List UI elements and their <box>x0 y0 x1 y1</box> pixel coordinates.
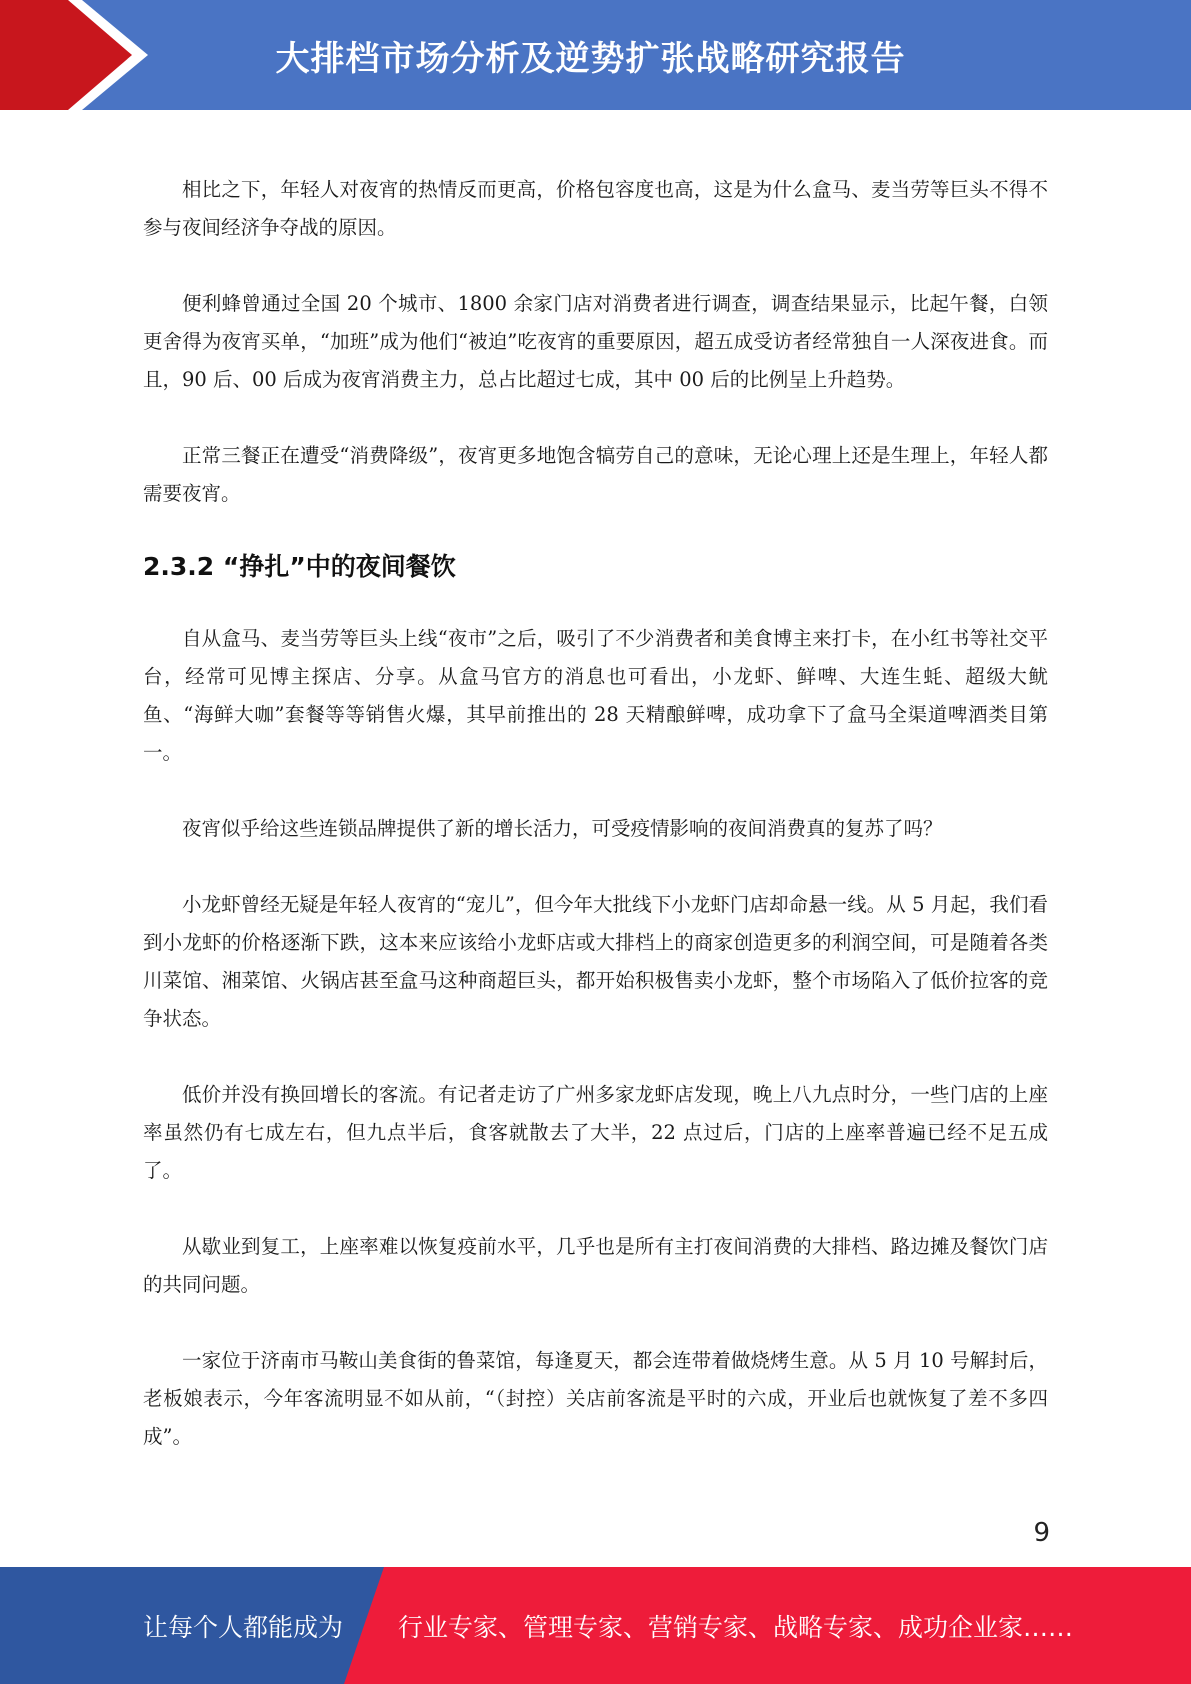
footer-slogan-right: 行业专家、管理专家、营销专家、战略专家、成功企业家…… <box>398 1612 1074 1642</box>
document-body <box>143 171 1048 1456</box>
paragraph: 便利蜂曾通过全国 20 个城市、1800 余家门店对消费者进行调查，调查结果显示，比起午餐，白领更舍得为夜宵买单，“加班”成为他们“被迫”吃夜宵的重要原因，超五成受访者经常独自一人深夜进食。而且，90 后、00 后成为夜宵消费主力，总占比超过七成，其中 00 后的比例呈上升趋势。 <box>143 292 1048 391</box>
paragraph: 夜宵似乎给这些连锁品牌提供了新的增长活力，可受疫情影响的夜间消费真的复苏了吗？ <box>182 817 943 840</box>
report-title: 大排档市场分析及逆势扩张战略研究报告 <box>275 38 906 79</box>
paragraph: 一家位于济南市马鞍山美食街的鲁菜馆，每逢夏天，都会连带着做烧烤生意。从 5 月 10 号解封后，老板娘表示，今年客流明显不如从前，“（封控）关店前客流是平时的六成，开业后也就恢复了差不多四成”。 <box>143 1349 1048 1448</box>
footer-bar <box>0 1567 1191 1684</box>
paragraph: 从歇业到复工，上座率难以恢复疫前水平，几乎也是所有主打夜间消费的大排档、路边摊及餐饮门店的共同问题。 <box>143 1235 1048 1296</box>
paragraph: 正常三餐正在遭受“消费降级”，夜宵更多地饱含犒劳自己的意味，无论心理上还是生理上，年轻人都需要夜宵。 <box>143 444 1048 505</box>
paragraph: 自从盒马、麦当劳等巨头上线“夜市”之后，吸引了不少消费者和美食博主来打卡，在小红书等社交平台，经常可见博主探店、分享。从盒马官方的消息也可看出，小龙虾、鲜啤、大连生蚝、超级大鱿鱼、“海鲜大咖”套餐等等销售火爆，其早前推出的 28 天精酿鲜啤，成功拿下了盒马全渠道啤酒类目第一。 <box>143 627 1048 764</box>
page-number: 9 <box>1033 1518 1050 1548</box>
header-red-arrow-decoration <box>0 0 150 110</box>
paragraph: 相比之下，年轻人对夜宵的热情反而更高，价格包容度也高，这是为什么盒马、麦当劳等巨头不得不参与夜间经济争夺战的原因。 <box>143 178 1048 239</box>
footer-slogan-left: 让每个人都能成为 <box>143 1612 344 1642</box>
section-heading: 2.3.2 “挣扎”中的夜间餐饮 <box>143 552 456 581</box>
paragraph: 小龙虾曾经无疑是年轻人夜宵的“宠儿”，但今年大批线下小龙虾门店却命悬一线。从 5 月起，我们看到小龙虾的价格逐渐下跌，这本来应该给小龙虾店或大排档上的商家创造更多的利润空间，可是随着各类川菜馆、湘菜馆、火锅店甚至盒马这种商超巨头，都开始积极售卖小龙虾，整个市场陷入了低价拉客的竞争状态。 <box>143 893 1048 1030</box>
paragraph: 低价并没有换回增长的客流。有记者走访了广州多家龙虾店发现，晚上八九点时分，一些门店的上座率虽然仍有七成左右，但九点半后，食客就散去了大半，22 点过后，门店的上座率普遍已经不足五成了。 <box>143 1083 1048 1182</box>
